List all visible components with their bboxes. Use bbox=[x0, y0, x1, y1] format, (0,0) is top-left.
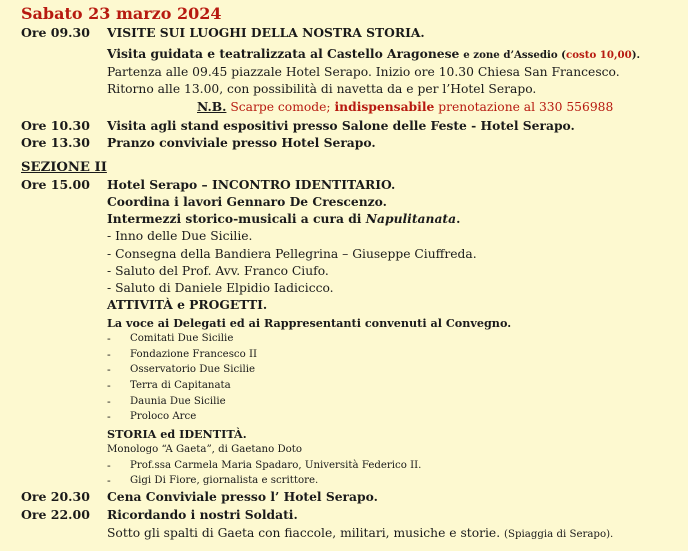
visit-main: Visita guidata e teatralizzata al Castello Aragonese bbox=[107, 46, 460, 61]
list-item: Comitati Due Sicilie bbox=[130, 333, 234, 344]
intermezzi-end: . bbox=[456, 211, 461, 226]
torches-place: (Spiaggia di Serapo). bbox=[504, 529, 614, 540]
dash: - bbox=[107, 395, 111, 408]
list-item: Fondazione Francesco II bbox=[130, 349, 258, 360]
identity-heading: Hotel Serapo – INCONTRO IDENTITARIO. bbox=[107, 177, 396, 192]
dash: - bbox=[107, 410, 111, 423]
lunch-line: Pranzo conviviale presso Hotel Serapo. bbox=[107, 135, 376, 150]
visit-small: e zone d’Assedio ( bbox=[463, 49, 567, 61]
storia-title: STORIA ed IDENTITÀ. bbox=[107, 427, 247, 441]
time-1330: Ore 13.30 bbox=[21, 135, 90, 150]
coordina-line: Coordina i lavori Gennaro De Crescenzo. bbox=[107, 194, 387, 209]
time-1030: Ore 10.30 bbox=[21, 118, 90, 133]
attivita-title: ATTIVITÀ e PROGETTI. bbox=[107, 297, 268, 312]
attivita-sub: La voce ai Delegati ed ai Rappresentanti convenuti al Convegno. bbox=[107, 316, 512, 330]
time-2030: Ore 20.30 bbox=[21, 489, 90, 504]
stands-line: Visita agli stand espositivi presso Salone delle Feste - Hotel Serapo. bbox=[107, 118, 575, 133]
list-item: Gigi Di Fiore, giornalista e scrittore. bbox=[130, 475, 319, 486]
list-item: Daunia Due Sicilie bbox=[130, 396, 226, 407]
dash: - bbox=[107, 459, 111, 472]
dash: - bbox=[107, 332, 111, 345]
dinner-line: Cena Conviviale presso l’ Hotel Serapo. bbox=[107, 489, 378, 504]
nb-line bbox=[197, 99, 613, 115]
intermezzi-italic: Napulitanata bbox=[365, 211, 457, 226]
nb-text: Scarpe comode; bbox=[230, 100, 331, 114]
list-item: Prof.ssa Carmela Maria Spadaro, Università Federico II. bbox=[130, 460, 422, 471]
section-title: SEZIONE II bbox=[21, 160, 107, 175]
soldiers-line: Ricordando i nostri Soldati. bbox=[107, 507, 298, 522]
time-1500: Ore 15.00 bbox=[21, 177, 90, 192]
intermezzi-text: Intermezzi storico-musicali a cura di bbox=[107, 211, 362, 226]
dash: - bbox=[107, 474, 111, 487]
time-0930: Ore 09.30 bbox=[21, 25, 90, 40]
time-2200: Ore 22.00 bbox=[21, 507, 90, 522]
torches-text: Sotto gli spalti di Gaeta con fiaccole, militari, musiche e storie. bbox=[107, 526, 501, 540]
list-item: Terra di Capitanata bbox=[130, 380, 231, 391]
visits-title: VISITE SUI LUOGHI DELLA NOSTRA STORIA. bbox=[107, 25, 425, 40]
return-line: Ritorno alle 13.00, con possibilità di navetta da e per l’Hotel Serapo. bbox=[107, 82, 537, 96]
nb-phone: prenotazione al 330 556988 bbox=[438, 100, 614, 114]
torches-line bbox=[107, 525, 613, 543]
intermezzi-line bbox=[107, 211, 460, 227]
visit-close: ). bbox=[631, 49, 641, 61]
visit-line bbox=[107, 46, 640, 63]
nb-label: N.B. bbox=[197, 99, 227, 114]
list-item: - Saluto di Daniele Elpidio Iadicicco. bbox=[107, 281, 334, 295]
list-item: - Consegna della Bandiera Pellegrina – Giuseppe Ciuffreda. bbox=[107, 247, 477, 261]
list-item: - Inno delle Due Sicilie. bbox=[107, 229, 253, 243]
departure-line: Partenza alle 09.45 piazzale Hotel Serapo. Inizio ore 10.30 Chiesa San Francesco. bbox=[107, 65, 620, 79]
event-date: Sabato 23 marzo 2024 bbox=[21, 4, 222, 23]
nb-indispensable: indispensabile bbox=[334, 99, 435, 114]
list-item: - Saluto del Prof. Avv. Franco Ciufo. bbox=[107, 264, 329, 278]
dash: - bbox=[107, 363, 111, 376]
list-item: Proloco Arce bbox=[130, 411, 197, 422]
visit-cost: costo 10,00 bbox=[566, 49, 632, 61]
list-item: Osservatorio Due Sicilie bbox=[130, 364, 256, 375]
dash: - bbox=[107, 379, 111, 392]
monologo-line: Monologo “A Gaeta”, di Gaetano Doto bbox=[107, 444, 303, 455]
dash: - bbox=[107, 348, 111, 361]
